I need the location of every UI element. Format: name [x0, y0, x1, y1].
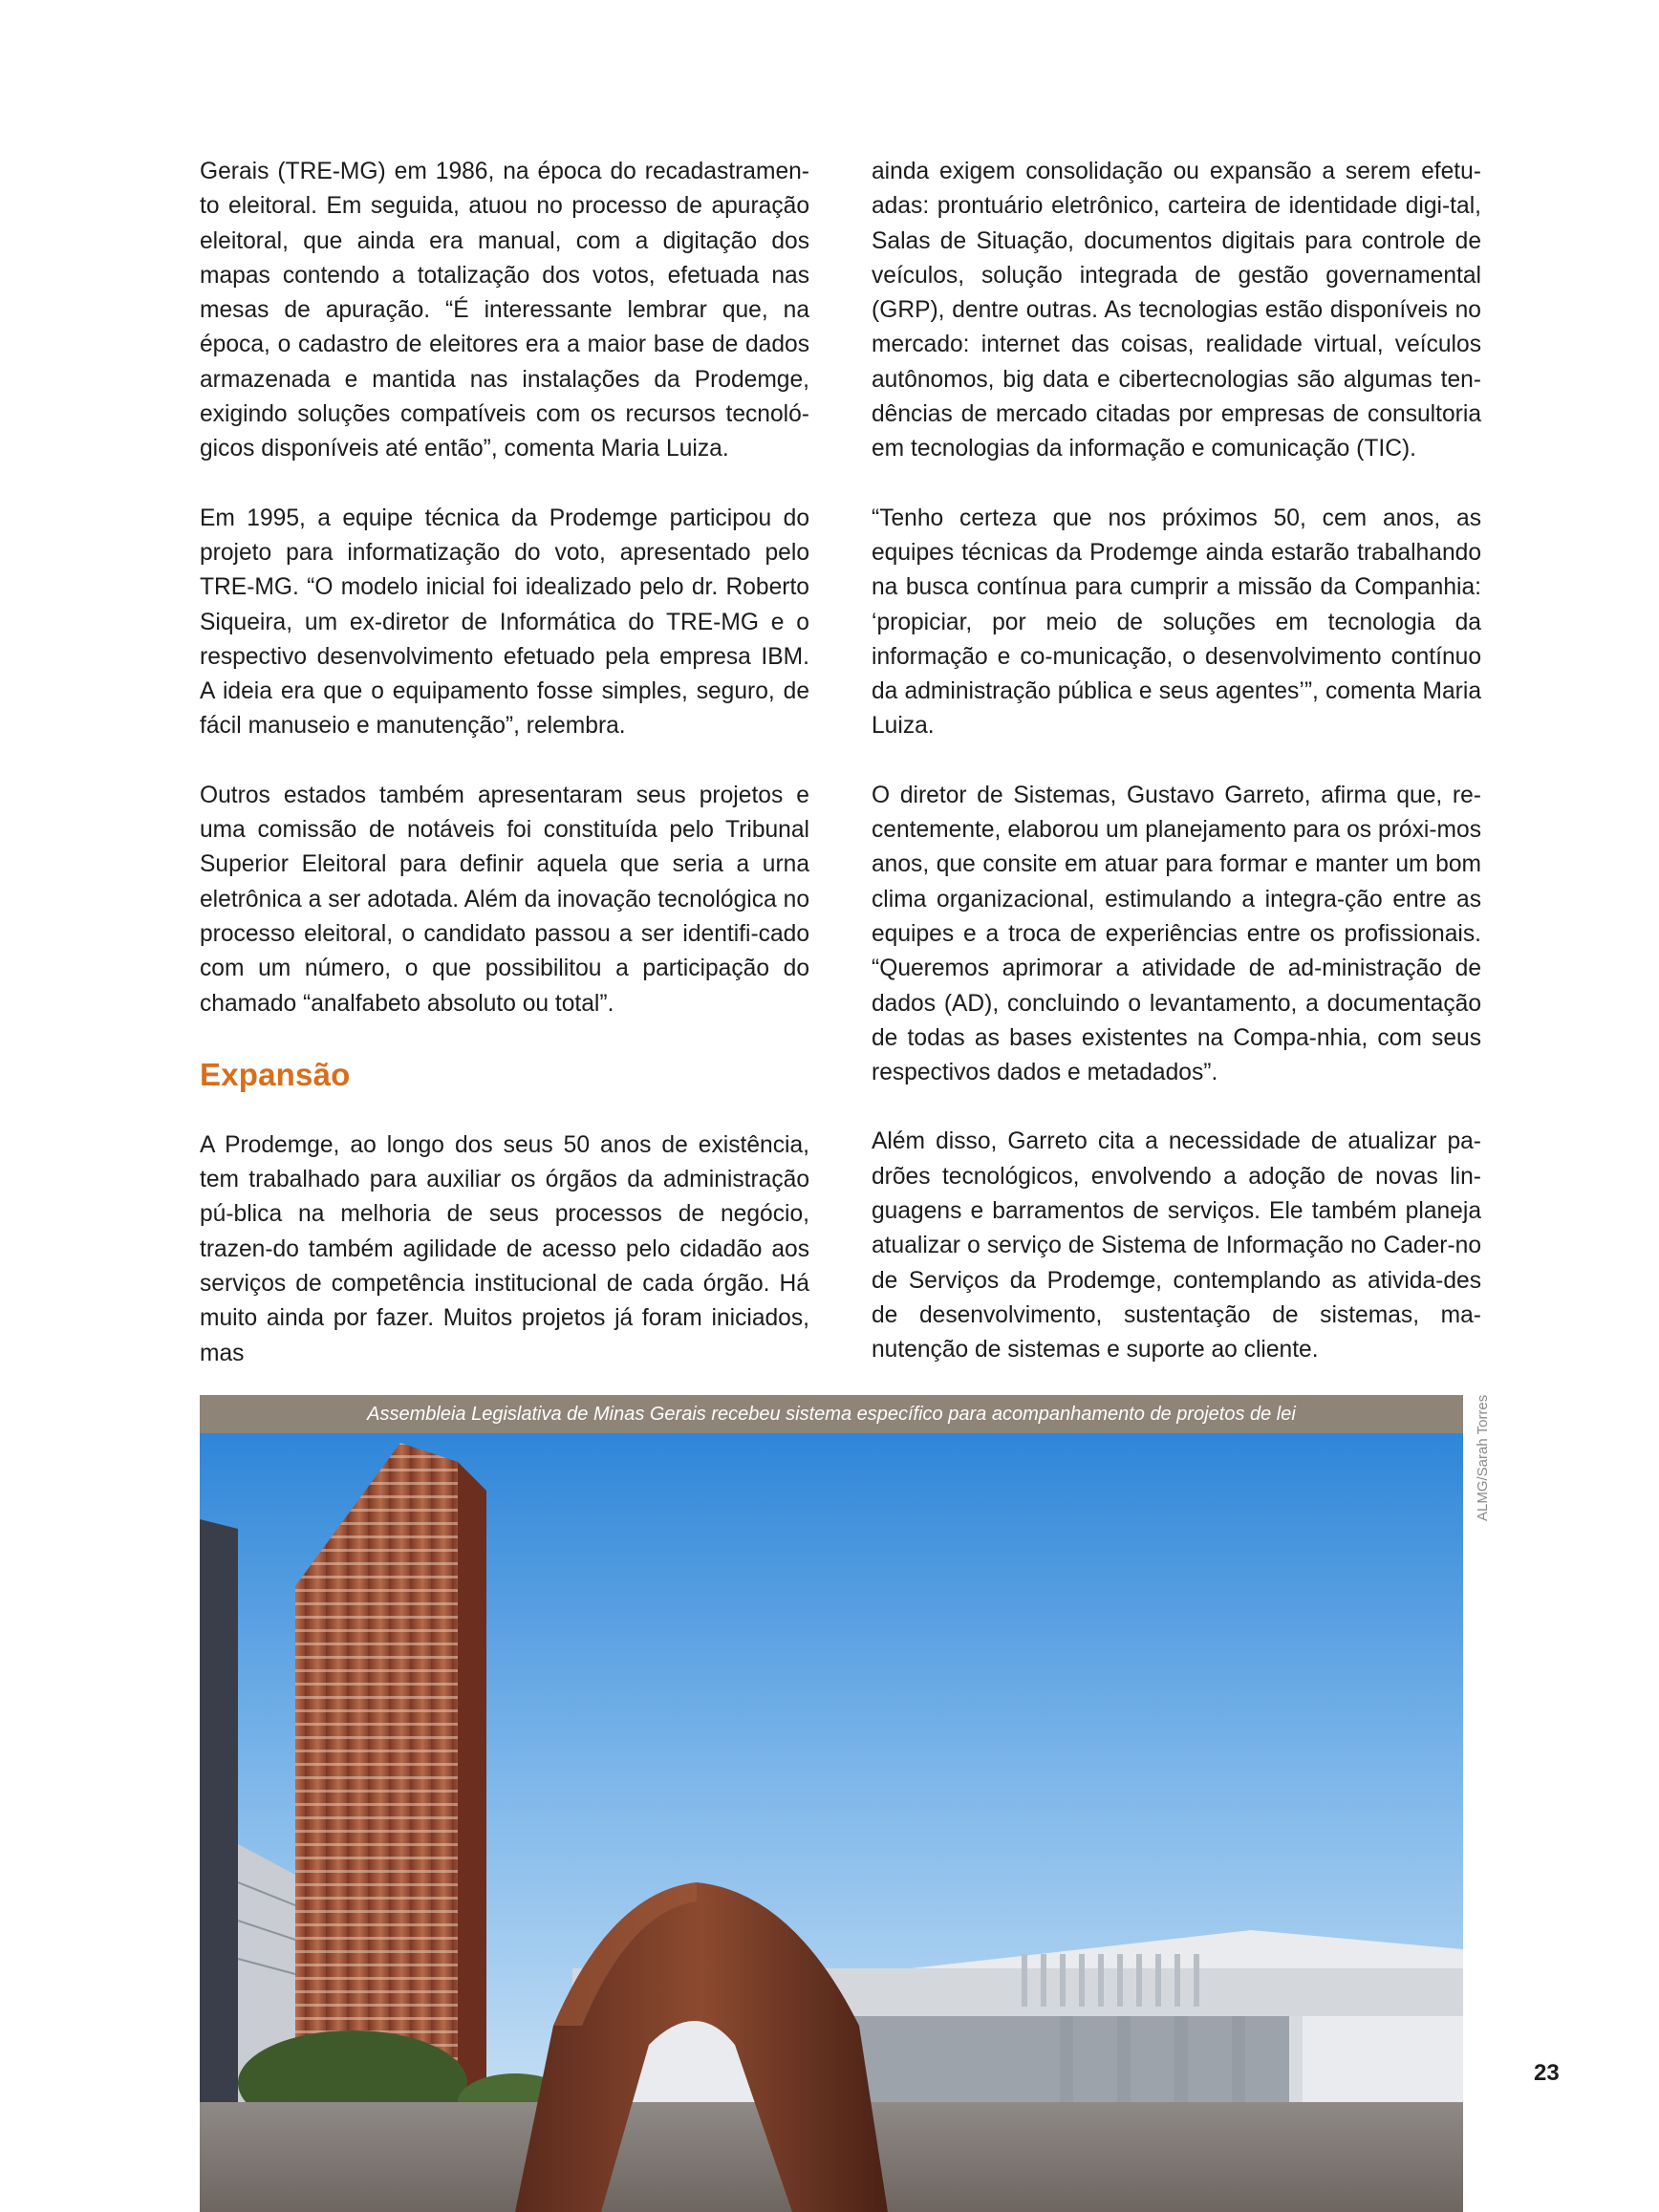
right-column [872, 155, 1481, 1403]
left-paragraph-4: A Prodemge, ao longo dos seus 50 anos de existência, tem trabalhado para auxiliar os órgãos da administração pú-blica na melhoria de seus processos de negócio, trazen-do também agilidade de acesso pelo cidadão aos serviços de competência institucional de cada órgão. Há muito ainda por fazer. Muitos projetos já foram iniciados, mas [200, 1131, 809, 1366]
right-paragraph-1: ainda exigem consolidação ou expansão a serem efetu-adas: prontuário eletrônico, carteira de identidade digi-tal, Salas de Situação, documentos digitais para controle de veículos, solução integrada de gestão governamental (GRP), dentre outras. As tecnologias estão disponíveis no mercado: internet das coisas, realidade virtual, veículos autônomos, big data e cibertecnologias são algumas ten-dências de mercado citadas por empresas de consultoria em tecnologias da informação e comunicação (TIC). [872, 159, 1481, 462]
left-paragraph-2: Em 1995, a equipe técnica da Prodemge participou do projeto para informatização do voto, apresentado pelo TRE-MG. “O modelo inicial foi idealizado pelo dr. Roberto Siqueira, um ex-diretor de Informática do TRE-MG e o respectivo desenvolvimento efetuado pela empresa IBM. A ideia era que o equipamento fosse simples, seguro, de fácil manuseio e manutenção”, relembra. [200, 505, 809, 740]
right-paragraph-3: O diretor de Sistemas, Gustavo Garreto, afirma que, re-centemente, elaborou um planejamento para os próxi-mos anos, que consite em atuar para formar e manter um bom clima organizacional, estimulando a integra-ção entre as equipes e a troca de experiências entre os profissionais. “Queremos aprimorar a atividade de ad-ministração de dados (AD), concluindo o levantamento, a documentação de todas as bases existentes na Compa-nhia, com seus respectivos dados e metadados”. [872, 782, 1481, 1086]
left-paragraph-3: Outros estados também apresentaram seus projetos e uma comissão de notáveis foi constituída pelo Tribunal Superior Eleitoral para definir aquela que seria a urna eletrônica a ser adotada. Além da inovação tecnológica no processo eleitoral, o candidato passou a ser identifi-cado com um número, o que possibilitou a participação do chamado “analfabeto absoluto ou total”. [200, 782, 809, 1017]
photo-credit: ALMG/Sarah Torres [1475, 1395, 1491, 1522]
page-number: 23 [1534, 2060, 1560, 2086]
photo-caption: Assembleia Legislativa de Minas Gerais recebeu sistema específico para acompanhamento de projetos de lei [200, 1395, 1463, 1433]
left-paragraph-1: Gerais (TRE-MG) em 1986, na época do recadastramen-to eleitoral. Em seguida, atuou no processo de apuração eleitoral, que ainda era manual, com a digitação dos mapas contendo a totalização dos votos, efetuada nas mesas de apuração. “É interessante lembrar que, na época, o cadastro de eleitores era a maior base de dados armazenada e mantida nas instalações da Prodemge, exigindo soluções compatíveis com os recursos tecnoló-gicos disponíveis até então”, comenta Maria Luiza. [200, 159, 809, 462]
section-heading: Expansão [200, 1056, 351, 1092]
photo-assembleia [200, 1433, 1463, 2212]
left-column [200, 155, 809, 1406]
right-paragraph-2: “Tenho certeza que nos próximos 50, cem anos, as equipes técnicas da Prodemge ainda estarão trabalhando na busca contínua para cumprir a missão da Companhia: ‘propiciar, por meio de soluções em tecnologia da informação e co-municação, o desenvolvimento contínuo da administração pública e seus agentes’”, comenta Maria Luiza. [872, 505, 1481, 740]
right-paragraph-4: Além disso, Garreto cita a necessidade de atualizar pa-drões tecnológicos, envolvendo a adoção de novas lin-guagens e barramentos de serviços. Ele também planeja atualizar o serviço de Sistema de Informação no Cader-no de Serviços da Prodemge, contemplando as ativida-des de desenvolvimento, sustentação de sistemas, ma-nutenção de sistemas e suporte ao cliente. [872, 1128, 1481, 1364]
